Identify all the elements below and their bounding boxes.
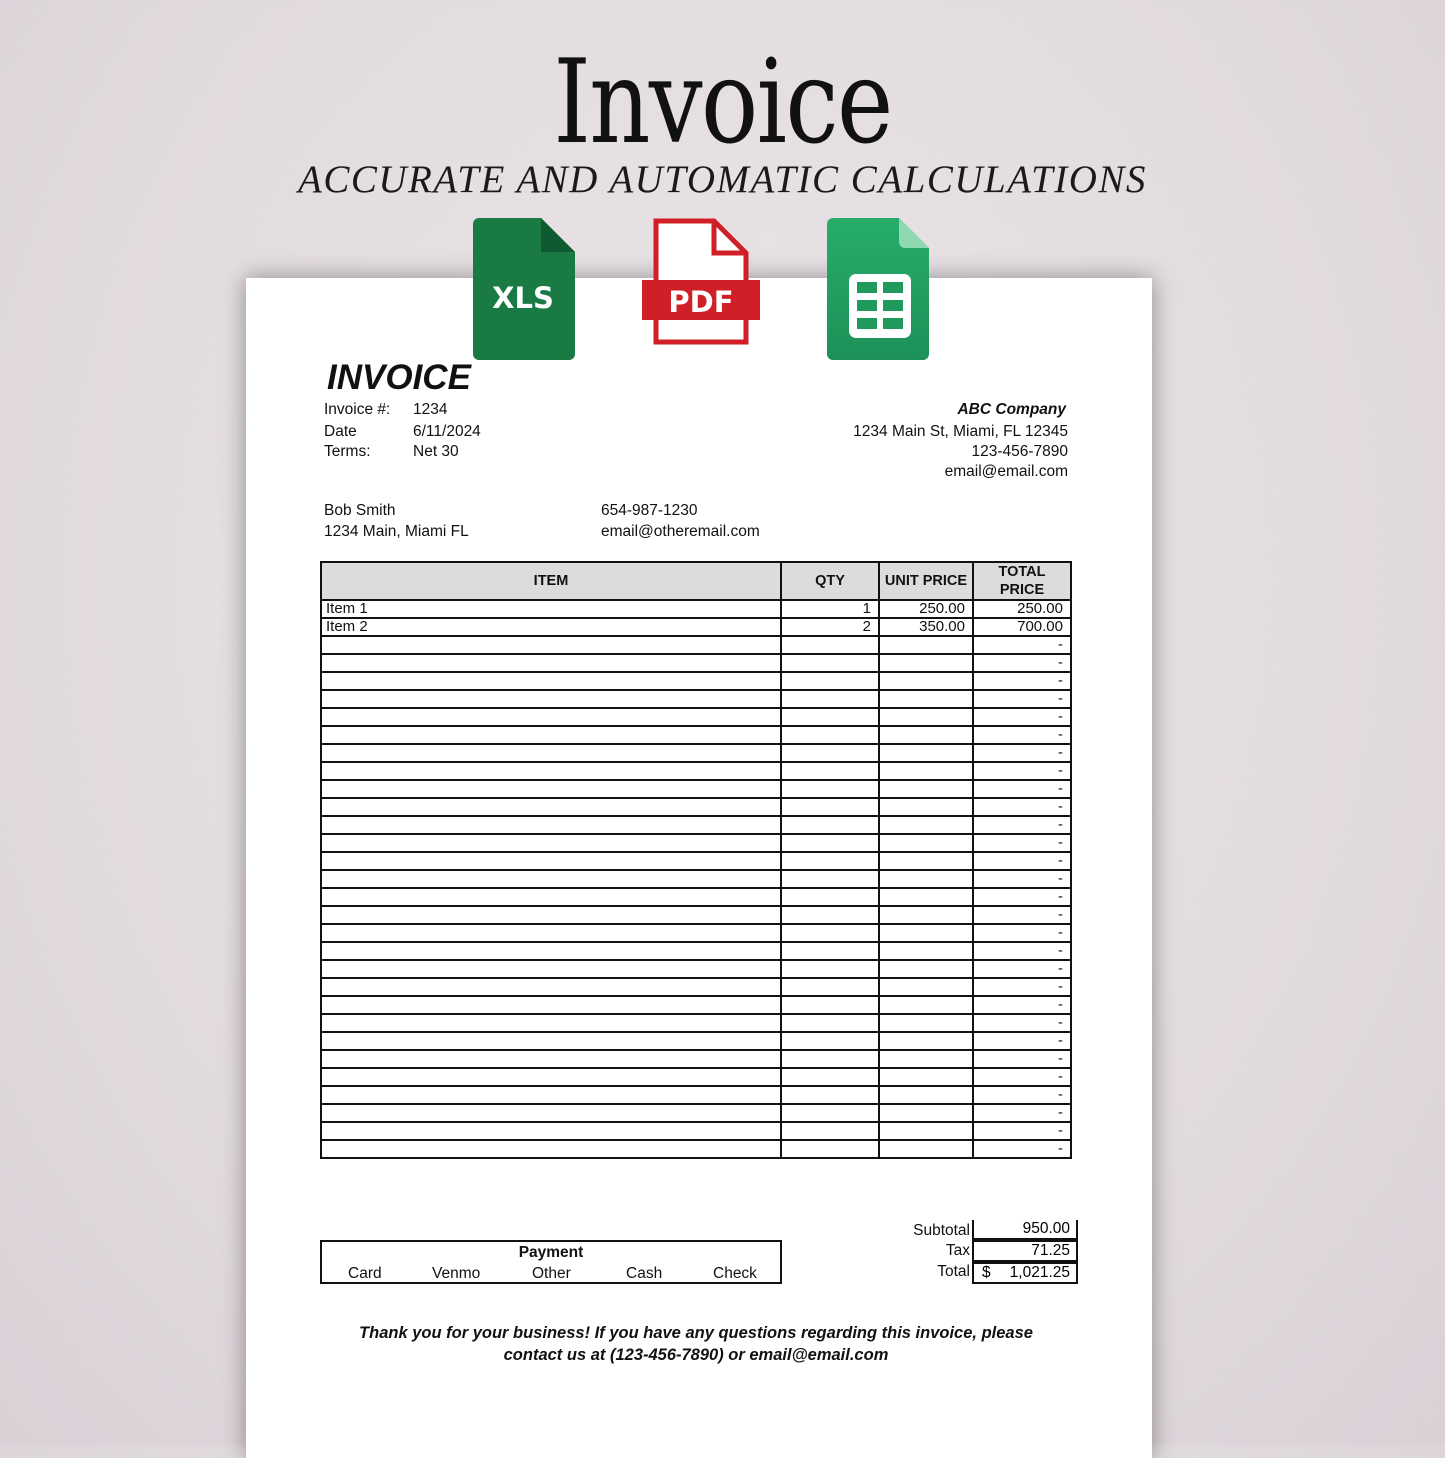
row-item [321,924,781,942]
row-total: 700.00 [973,618,1071,636]
row-qty [781,924,879,942]
row-qty [781,1032,879,1050]
header-qty: QTY [781,562,879,600]
header-item: ITEM [321,562,781,600]
row-unit-price [879,726,973,744]
row-item [321,654,781,672]
row-total: - [973,978,1071,996]
invoice-date-value: 6/11/2024 [413,423,481,440]
invoice-paper [246,278,1152,1458]
row-unit-price [879,636,973,654]
row-unit-price [879,762,973,780]
row-qty [781,1122,879,1140]
table-row [321,924,1071,942]
row-item: Item 1 [321,600,781,618]
table-row [321,744,1071,762]
row-qty [781,744,879,762]
row-qty [781,816,879,834]
row-unit-price [879,816,973,834]
table-row [321,870,1071,888]
row-unit-price: 350.00 [879,618,973,636]
row-total: 250.00 [973,600,1071,618]
row-total: - [973,726,1071,744]
table-row [321,672,1071,690]
table-row [321,834,1071,852]
row-total: - [973,690,1071,708]
client-email: email@otheremail.com [601,523,760,540]
client-phone: 654-987-1230 [601,502,698,519]
row-qty [781,906,879,924]
row-unit-price [879,672,973,690]
payment-box [320,1240,782,1284]
row-qty [781,1050,879,1068]
invoice-number-label: Invoice #: [324,401,391,418]
table-row [321,852,1071,870]
row-total: - [973,708,1071,726]
row-unit-price [879,1086,973,1104]
table-row [321,1140,1071,1158]
row-unit-price [879,978,973,996]
row-item [321,888,781,906]
row-item [321,852,781,870]
table-row [321,1032,1071,1050]
row-total: - [973,1032,1071,1050]
row-unit-price [879,690,973,708]
row-total: - [973,1140,1071,1158]
tax-label: Tax [945,1242,970,1259]
row-qty [781,726,879,744]
company-phone: 123-456-7890 [971,443,1068,460]
invoice-terms-label: Terms: [324,443,371,460]
row-unit-price [879,798,973,816]
google-sheets-icon [827,218,931,360]
row-item [321,1050,781,1068]
payment-venmo[interactable]: Venmo [432,1265,481,1282]
table-row [321,960,1071,978]
row-unit-price [879,744,973,762]
table-row [321,1122,1071,1140]
table-row [321,798,1071,816]
row-unit-price [879,834,973,852]
row-item [321,744,781,762]
company-address: 1234 Main St, Miami, FL 12345 [853,423,1068,440]
total-label: Total [937,1263,970,1280]
table-row [321,1104,1071,1122]
table-row [321,636,1071,654]
table-row [321,816,1071,834]
client-address: 1234 Main, Miami FL [324,523,469,540]
row-item [321,1140,781,1158]
row-total: - [973,942,1071,960]
table-row [321,780,1071,798]
row-qty [781,708,879,726]
row-unit-price [879,708,973,726]
table-row [321,618,1071,636]
row-total: - [973,1122,1071,1140]
row-unit-price [879,1140,973,1158]
row-unit-price [879,1050,973,1068]
table-row [321,1086,1071,1104]
row-item [321,726,781,744]
header-total-price: TOTAL PRICE [973,562,1071,600]
total-value [972,1262,1078,1284]
row-item: Item 2 [321,618,781,636]
row-unit-price [879,1014,973,1032]
table-row [321,762,1071,780]
row-unit-price [879,996,973,1014]
xls-label: XLS [492,281,554,315]
row-qty [781,1104,879,1122]
row-item [321,1122,781,1140]
payment-other[interactable]: Other [532,1265,571,1282]
tax-value: 71.25 [972,1240,1078,1262]
row-item [321,816,781,834]
row-unit-price [879,906,973,924]
table-row [321,708,1071,726]
row-unit-price [879,888,973,906]
table-row [321,1050,1071,1068]
row-item [321,996,781,1014]
row-total: - [973,888,1071,906]
row-item [321,978,781,996]
row-item [321,636,781,654]
row-qty [781,1068,879,1086]
row-unit-price [879,1032,973,1050]
pdf-icon [642,218,762,346]
client-name: Bob Smith [324,502,396,519]
row-total: - [973,1014,1071,1032]
row-item [321,672,781,690]
row-total: - [973,744,1071,762]
row-qty [781,888,879,906]
row-qty [781,1140,879,1158]
items-table [320,561,1072,1159]
row-qty: 1 [781,600,879,618]
row-item [321,1014,781,1032]
row-item [321,690,781,708]
row-total: - [973,870,1071,888]
row-qty [781,762,879,780]
row-item [321,960,781,978]
table-row [321,690,1071,708]
table-row [321,888,1071,906]
footer-message [306,1322,1086,1366]
payment-check[interactable]: Check [713,1265,757,1282]
subtotal-label: Subtotal [913,1222,970,1239]
table-row [321,1068,1071,1086]
row-item [321,1086,781,1104]
row-unit-price [879,852,973,870]
row-unit-price: 250.00 [879,600,973,618]
row-qty [781,834,879,852]
total-amount: 1,021.25 [1009,1264,1070,1281]
hero-subtitle: ACCURATE AND AUTOMATIC CALCULATIONS [298,158,1147,201]
row-item [321,708,781,726]
items-header-row [321,562,1071,600]
row-total: - [973,996,1071,1014]
row-qty [781,978,879,996]
payment-cash[interactable]: Cash [626,1265,663,1282]
invoice-date-label: Date [324,423,357,440]
row-qty [781,960,879,978]
row-unit-price [879,1068,973,1086]
row-total: - [973,1086,1071,1104]
row-qty [781,654,879,672]
row-item [321,1032,781,1050]
row-total: - [973,906,1071,924]
row-item [321,870,781,888]
row-item [321,798,781,816]
table-row [321,906,1071,924]
payment-card[interactable]: Card [348,1265,382,1282]
row-qty [781,636,879,654]
table-row [321,654,1071,672]
row-qty [781,852,879,870]
invoice-title: INVOICE [327,358,471,397]
row-qty [781,690,879,708]
row-total: - [973,780,1071,798]
row-qty [781,798,879,816]
row-unit-price [879,960,973,978]
row-qty [781,1014,879,1032]
row-item [321,942,781,960]
invoice-number-value: 1234 [413,401,448,418]
row-qty [781,942,879,960]
pdf-label: PDF [668,285,734,319]
footer-line-2: contact us at (123-456-7890) or email@email.com [503,1346,889,1364]
row-qty: 2 [781,618,879,636]
row-total: - [973,960,1071,978]
row-total: - [973,924,1071,942]
row-total: - [973,816,1071,834]
row-unit-price [879,924,973,942]
company-email: email@email.com [944,463,1068,480]
table-row [321,600,1071,618]
row-unit-price [879,1122,973,1140]
row-item [321,1068,781,1086]
xls-icon [473,218,577,360]
row-item [321,834,781,852]
table-row [321,978,1071,996]
row-total: - [973,834,1071,852]
row-item [321,762,781,780]
row-unit-price [879,942,973,960]
row-total: - [973,1050,1071,1068]
row-total: - [973,762,1071,780]
row-qty [781,780,879,798]
row-unit-price [879,870,973,888]
row-unit-price [879,780,973,798]
table-row [321,726,1071,744]
hero-title: Invoice [553,35,892,170]
row-qty [781,672,879,690]
total-currency: $ [982,1264,991,1281]
row-total: - [973,852,1071,870]
row-total: - [973,1068,1071,1086]
row-qty [781,1086,879,1104]
row-total: - [973,1104,1071,1122]
company-name: ABC Company [957,401,1066,418]
row-unit-price [879,654,973,672]
row-total: - [973,636,1071,654]
table-row [321,942,1071,960]
row-item [321,780,781,798]
row-qty [781,996,879,1014]
subtotal-value: 950.00 [972,1220,1078,1240]
row-unit-price [879,1104,973,1122]
table-row [321,1014,1071,1032]
invoice-terms-value: Net 30 [413,443,459,460]
row-item [321,906,781,924]
row-total: - [973,798,1071,816]
row-total: - [973,672,1071,690]
row-qty [781,870,879,888]
footer-line-1: Thank you for your business! If you have any questions regarding this invoice, please [359,1324,1033,1342]
header-unit-price: UNIT PRICE [879,562,973,600]
row-total: - [973,654,1071,672]
table-row [321,996,1071,1014]
row-item [321,1104,781,1122]
payment-title: Payment [518,1244,584,1261]
